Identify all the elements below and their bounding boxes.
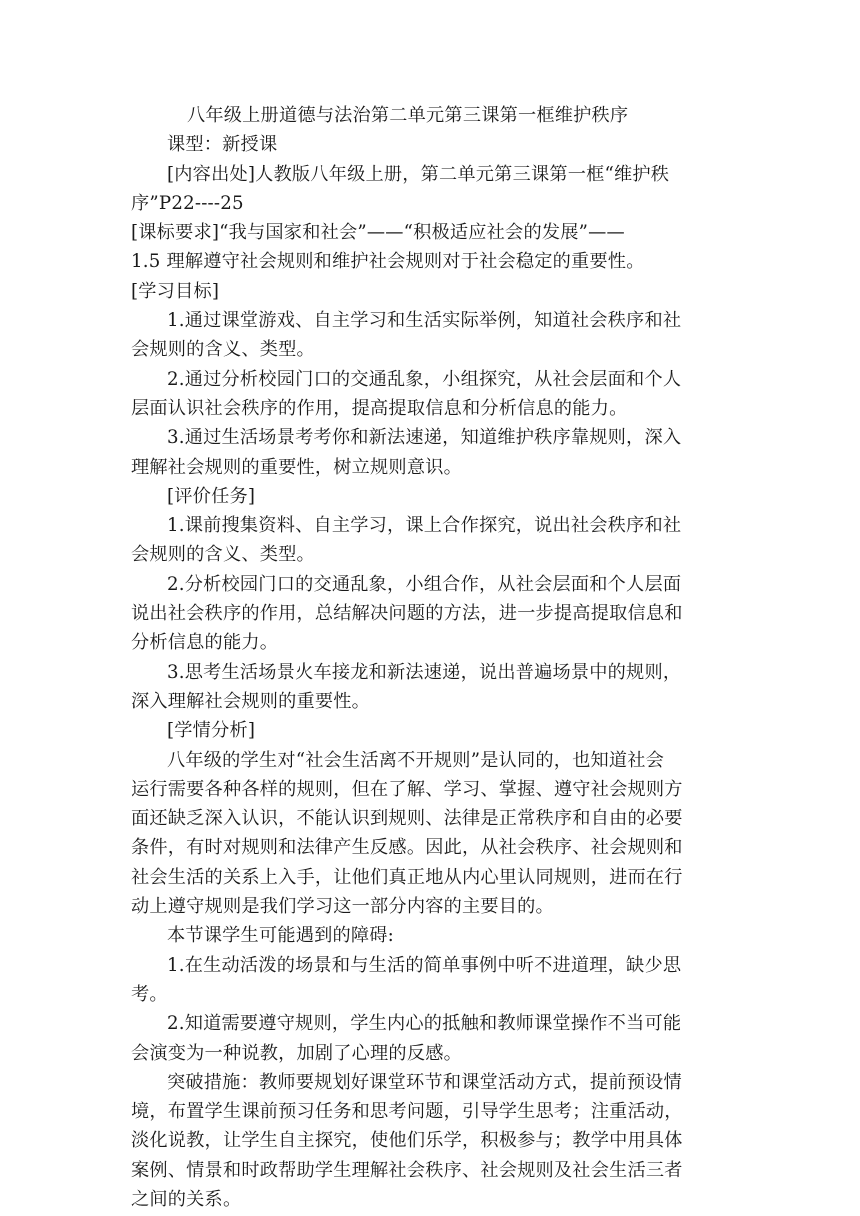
source-line-2: 序”P22----25 <box>131 192 244 214</box>
analysis-line-5: 社会生活的关系上入手，让他们真正地从内心里认同规则，进而在行 <box>131 866 683 888</box>
measures-line-2: 境，布置学生课前预习任务和思考问题，引导学生思考；注重活动， <box>131 1101 683 1123</box>
measures-line-4: 案例、情景和时政帮助学生理解社会秩序、社会规则及社会生活三者 <box>131 1159 683 1181</box>
obstacle-1-line-2: 考。 <box>131 983 168 1005</box>
evaluation-2-line-3: 分析信息的能力。 <box>131 632 279 654</box>
objective-2-line-2: 层面认识社会秩序的作用，提高提取信息和分析信息的能力。 <box>131 397 628 419</box>
measures-line-5: 之间的关系。 <box>131 1188 242 1210</box>
evaluation-1-line-1: 1.课前搜集资料、自主学习，课上合作探究，说出社会秩序和社 <box>167 515 682 537</box>
analysis-heading: [学情分析] <box>167 720 256 742</box>
objectives-heading: [学习目标] <box>131 280 220 302</box>
evaluation-3-line-2: 深入理解社会规则的重要性。 <box>131 690 371 712</box>
objective-3-line-2: 理解社会规则的重要性，树立规则意识。 <box>131 456 462 478</box>
objective-1-line-1: 1.通过课堂游戏、自主学习和生活实际举例，知道社会秩序和社 <box>167 310 682 332</box>
source-line-1: [内容出处]人教版八年级上册，第二单元第三课第一框“维护秩 <box>167 163 670 185</box>
analysis-line-3: 面还缺乏深入认识，不能认识到规则、法律是正常秩序和自由的必要 <box>131 808 683 830</box>
evaluation-2-line-2: 说出社会秩序的作用，总结解决问题的方法，进一步提高提取信息和 <box>131 603 683 625</box>
obstacle-1-line-1: 1.在生动活泼的场景和与生活的简单事例中听不进道理，缺少思 <box>167 954 682 976</box>
document-page <box>131 101 731 1214</box>
standard-line-2: 1.5 理解遵守社会规则和维护社会规则对于社会稳定的重要性。 <box>131 251 645 273</box>
standard-line-1: [课标要求]“我与国家和社会”——“积极适应社会的发展”—— <box>131 222 625 244</box>
lesson-type: 课型：新授课 <box>167 134 278 156</box>
analysis-line-4: 条件，有时对规则和法律产生反感。因此，从社会秩序、社会规则和 <box>131 837 683 859</box>
evaluation-1-line-2: 会规则的含义、类型。 <box>131 544 315 566</box>
objective-3-line-1: 3.通过生活场景考考你和新法速递，知道维护秩序靠规则，深入 <box>167 427 682 449</box>
objective-1-line-2: 会规则的含义、类型。 <box>131 339 315 361</box>
obstacle-2-line-2: 会演变为一种说教，加剧了心理的反感。 <box>131 1042 462 1064</box>
obstacles-heading: 本节课学生可能遇到的障碍: <box>167 925 394 947</box>
measures-line-1: 突破措施：教师要规划好课堂环节和课堂活动方式，提前预设情 <box>167 1071 682 1093</box>
evaluation-heading: [评价任务] <box>167 485 256 507</box>
analysis-line-6: 动上遵守规则是我们学习这一部分内容的主要目的。 <box>131 896 554 918</box>
analysis-line-2: 运行需要各种各样的规则，但在了解、学习、掌握、遵守社会规则方 <box>131 778 683 800</box>
obstacle-2-line-1: 2.知道需要遵守规则，学生内心的抵触和教师课堂操作不当可能 <box>167 1013 682 1035</box>
measures-line-3: 淡化说教，让学生自主探究，使他们乐学，积极参与；教学中用具体 <box>131 1130 683 1152</box>
objective-2-line-1: 2.通过分析校园门口的交通乱象，小组探究，从社会层面和个人 <box>167 368 682 390</box>
evaluation-2-line-1: 2.分析校园门口的交通乱象，小组合作，从社会层面和个人层面 <box>167 573 682 595</box>
evaluation-3-line-1: 3.思考生活场景火车接龙和新法速递，说出普遍场景中的规则， <box>167 661 682 683</box>
analysis-line-1: 八年级的学生对“社会生活离不开规则”是认同的，也知道社会 <box>167 749 665 771</box>
document-title: 八年级上册道德与法治第二单元第三课第一框维护秩序 <box>187 105 629 126</box>
